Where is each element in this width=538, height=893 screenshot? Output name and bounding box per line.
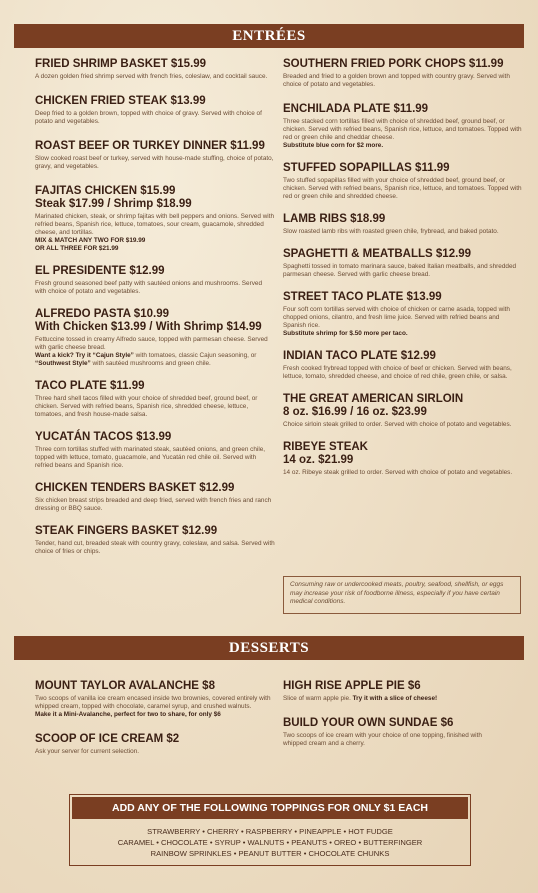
item-desc: Four soft corn tortillas served with choice of chicken or carne asada, topped with chopped onions, cilantro, and fresh lime juice. Served with refried beans and Spanish rice. [283,306,510,329]
desserts-right-column [283,680,523,757]
item-desc: Fresh ground seasoned beef patty with sautéed onions and mushrooms. Served with choice of potato and vegetables. [35,280,263,295]
toppings-box [69,794,471,866]
toppings-line-1: STRAWBERRY • CHERRY • RASPBERRY • PINEAPPLE • HOT FUDGE [147,827,393,836]
menu-item-taco-plate [35,380,275,419]
entrees-right-column [283,58,523,486]
menu-item-yucatan-tacos [35,431,275,470]
item-name: EL PRESIDENTE $12.99 [35,265,165,277]
item-name: STEAK FINGERS BASKET $12.99 [35,525,218,537]
menu-item-steak-fingers [35,525,275,556]
item-name: CHICKEN FRIED STEAK $13.99 [35,95,206,107]
item-name: YUCATÁN TACOS $13.99 [35,431,172,443]
item-name: INDIAN TACO PLATE $12.99 [283,350,436,362]
toppings-line-3: RAINBOW SPRINKLES • PEANUT BUTTER • CHOCOLATE CHUNKS [150,849,390,858]
item-name: ENCHILADA PLATE $11.99 [283,103,429,115]
item-name: STUFFED SOPAPILLAS $11.99 [283,162,450,174]
item-promo: Substitute shrimp for $.50 more per taco. [283,330,408,337]
toppings-line-2: CARAMEL • CHOCOLATE • SYRUP • WALNUTS • PEANUTS • OREO • BUTTERFINGER [117,838,423,847]
item-name: BUILD YOUR OWN SUNDAE $6 [283,717,454,729]
item-desc: Breaded and fried to a golden brown and topped with country gravy. Served with choice of potato and vegetables. [283,73,510,88]
item-name: TACO PLATE $11.99 [35,380,145,392]
menu-item-el-presidente [35,265,275,296]
entrees-banner [14,24,524,48]
desserts-title: DESSERTS [228,640,310,656]
item-desc: Fettuccine tossed in creamy Alfredo sauce, topped with parmesan cheese. Served with garlic cheese bread. [35,336,268,351]
menu-item-fajitas [35,185,275,253]
item-name: STREET TACO PLATE $13.99 [283,291,442,303]
menu-item-spaghetti [283,248,523,279]
item-name: RIBEYE STEAK [283,441,368,453]
menu-item-chicken-fried-steak [35,95,275,126]
entrees-left-column [35,58,275,565]
item-name: SOUTHERN FRIED PORK CHOPS $11.99 [283,58,504,70]
item-name: ALFREDO PASTA $10.99 [35,308,169,320]
item-kick-note: Want a kick? Try it “Cajun Style” with tomatoes, classic Cajun seasoning, or “Southwest Style” with sautéed mushrooms and green chile. [35,352,257,367]
item-desc: Deep fried to a golden brown, topped with choice of gravy. Served with choice of potato and vegetables. [35,110,262,125]
item-desc: Three corn tortillas stuffed with marinated steak, sautéed onions, and green chile, topped with lettuce, tomato, guacamole, and Yucatán red chile oil. Served with refried beans and Spanish rice. [35,446,266,469]
menu-item-enchilada [283,103,523,150]
item-desc: Spaghetti tossed in tomato marinara sauce, baked Italian meatballs, and shredded parmesan cheese. Served with garlic cheese bread. [283,263,517,278]
desserts-banner [14,636,524,660]
item-desc: Ask your server for current selection. [35,748,140,755]
menu-item-lamb-ribs [283,213,523,236]
item-desc: Slow cooked roast beef or turkey, served with house-made stuffing, choice of potato, gravy, and vegetables. [35,155,274,170]
toppings-title: ADD ANY OF THE FOLLOWING TOPPINGS FOR ONLY $1 EACH [72,797,468,819]
item-name: LAMB RIBS $18.99 [283,213,386,225]
item-promo: Make it a Mini-Avalanche, perfect for two to share, for only $6 [35,711,221,718]
item-desc: Choice sirloin steak grilled to order. Served with choice of potato and vegetables. [283,421,512,428]
item-name: HIGH RISE APPLE PIE $6 [283,680,421,692]
menu-item-indian-taco [283,350,523,381]
item-desc: Fresh cooked frybread topped with choice of beef or chicken. Served with beans, lettuce, tomato, shredded cheese, and choice of red chile, green chile, or salsa. [283,365,512,380]
item-name-prices: Steak $17.99 / Shrimp $18.99 [35,198,192,210]
item-name-prices: 14 oz. $21.99 [283,454,354,466]
menu-item-sopapillas [283,162,523,201]
menu-item-chicken-tenders [35,482,275,513]
item-desc: A dozen golden fried shrimp served with french fries, coleslaw, and cocktail sauce. [35,73,268,80]
food-safety-notice: Consuming raw or undercooked meats, poultry, seafood, shellfish, or eggs may increase your risk of foodborne illness, especially if you have certain medical conditions. [283,576,521,614]
item-desc: Two stuffed sopapillas filled with your choice of shredded beef, ground beef, or chicken. Served with refried beans, Spanish rice, lettuce, and tomatoes. Topped with red or green chile and shredded cheese. [283,177,522,200]
menu-item-street-taco [283,291,523,338]
item-name-prices: 8 oz. $16.99 / 16 oz. $23.99 [283,406,427,418]
item-desc: Three hard shell tacos filled with your choice of shredded beef, ground beef, or chicken. Served with refried beans, Spanish rice, shredded cheese, lettuce, tomatoes, and fresh house-made salsa. [35,395,258,418]
item-desc: Marinated chicken, steak, or shrimp fajitas with bell peppers and onions. Served with refried beans, Spanish rice, lettuce, tomatoes, sour cream, guacamole, shredded cheese, and tortillas. [35,213,275,236]
item-desc: Three stacked corn tortillas filled with choice of shredded beef, ground beef, or chicken. Served with refried beans, Spanish rice, lettuce, and tomatoes. Topped with red or green chile and cheddar cheese. [283,118,522,141]
menu-item-pork-chops [283,58,523,89]
desserts-left-column [35,680,275,765]
entrees-title: ENTRÉES [232,28,306,44]
menu-item-fried-shrimp [35,58,275,81]
menu-item-alfredo [35,308,275,368]
item-desc: Six chicken breast strips breaded and deep fried, served with french fries and ranch dressing or BBQ sauce. [35,497,272,512]
item-name-prices: With Chicken $13.99 / With Shrimp $14.99 [35,321,262,333]
menu-item-ribeye [283,441,523,477]
item-name: FAJITAS CHICKEN $15.99 [35,185,176,197]
menu-item-roast-beef [35,140,275,171]
item-desc: Tender, hand cut, breaded steak with country gravy, coleslaw, and salsa. Served with choice of fries or chips. [35,540,275,555]
item-promo-2: OR ALL THREE FOR $21.99 [35,245,119,252]
item-desc: Two scoops of ice cream with your choice of one topping, finished with whipped cream and a cherry. [283,732,482,747]
item-desc: Slow roasted lamb ribs with roasted green chile, frybread, and baked potato. [283,228,499,235]
menu-item-sirloin [283,393,523,429]
menu-item-scoop [35,733,275,756]
item-name: ROAST BEEF OR TURKEY DINNER $11.99 [35,140,265,152]
item-desc: Two scoops of vanilla ice cream encased inside two brownies, covered entirely with whipped cream, topped with chocolate, caramel syrup, and crushed walnuts. [35,695,271,710]
item-name: CHICKEN TENDERS BASKET $12.99 [35,482,235,494]
item-promo: Substitute blue corn for $2 more. [283,142,384,149]
item-name: FRIED SHRIMP BASKET $15.99 [35,58,207,70]
item-name: THE GREAT AMERICAN SIRLOIN [283,393,464,405]
item-desc: Slice of warm apple pie. Try it with a slice of cheese! [283,695,438,702]
menu-item-avalanche [35,680,275,719]
item-promo: MIX & MATCH ANY TWO FOR $19.99 [35,237,146,244]
item-name: SPAGHETTI & MEATBALLS $12.99 [283,248,472,260]
menu-item-sundae [283,717,523,748]
item-name: SCOOP OF ICE CREAM $2 [35,733,180,745]
item-name: MOUNT TAYLOR AVALANCHE $8 [35,680,215,692]
item-desc: 14 oz. Ribeye steak grilled to order. Served with choice of potato and vegetables. [283,469,513,476]
menu-item-apple-pie [283,680,523,703]
